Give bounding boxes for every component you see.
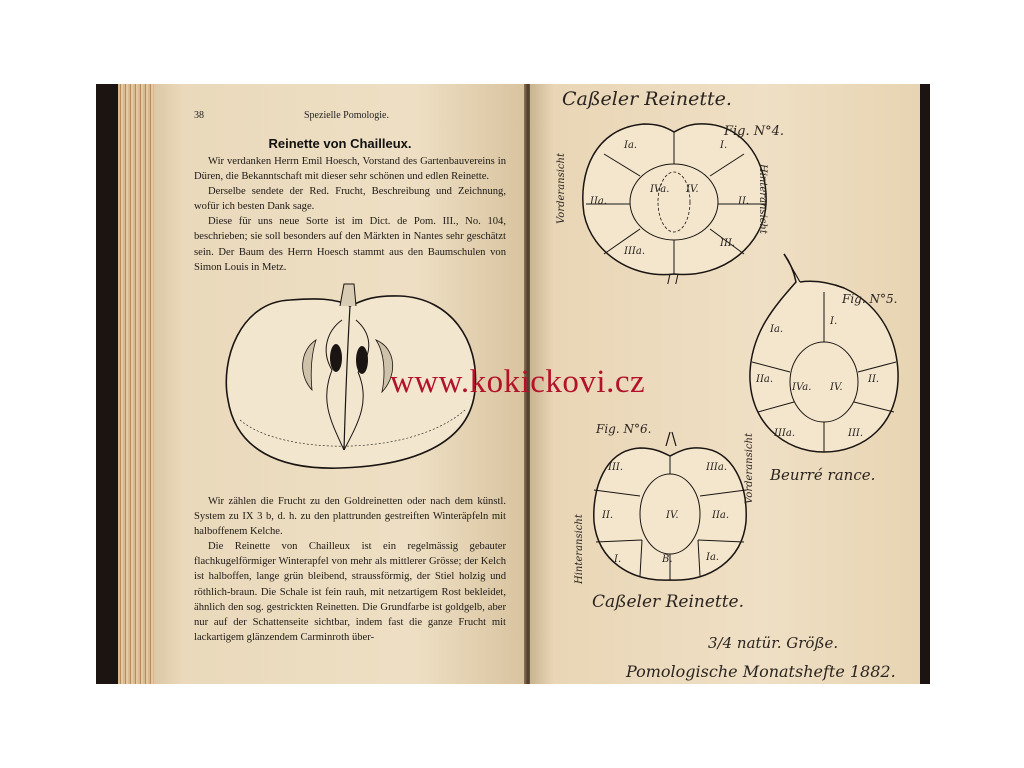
region-label: IIa. bbox=[590, 196, 608, 207]
region-label: Ia. bbox=[624, 140, 638, 151]
paragraph: Wir verdanken Herrn Emil Hoesch, Vorstand des Gartenbauvereins in Düren, die Bekanntschaft mit dieser sehr schönen und edlen Reinette. bbox=[194, 156, 506, 183]
region-label: II. bbox=[602, 510, 614, 521]
region-label: I. bbox=[830, 316, 838, 327]
region-label: IIa. bbox=[756, 374, 774, 385]
fig6-label: Fig. N°6. bbox=[596, 422, 652, 436]
region-label: II. bbox=[738, 196, 750, 207]
region-label: IV. bbox=[830, 382, 843, 393]
running-head: Spezielle Pomologie. bbox=[304, 110, 389, 121]
fig6-side-right: Vorderansicht bbox=[744, 433, 755, 504]
intro-text bbox=[194, 154, 506, 275]
page-number: 38 bbox=[194, 110, 204, 121]
fig4-side-left: Vorderansicht bbox=[556, 153, 567, 224]
paragraph: Derselbe sendete der Red. Frucht, Beschreibung und Zeichnung, wofür ich besten Dank sage. bbox=[194, 186, 506, 213]
top-caption: Caßeler Reinette. bbox=[562, 88, 732, 110]
fig5-caption: Beurré rance. bbox=[770, 466, 876, 484]
region-label: III. bbox=[848, 428, 864, 439]
paragraph: Diese für uns neue Sorte ist im Dict. de Pom. III., No. 104, beschrieben; sie soll besonders auf den Märkten in Nantes sehr geschätzt sein. Der Baum des Herrn Hoesch stammt aus den Baumschulen von Simon Louis in Metz. bbox=[194, 216, 506, 273]
paragraph: Die Reinette von Chailleux ist ein regelmässig gebauter flachkugelförmiger Winterapfel von mehr als mittlerer Grösse; der Kelch ist halboffen, lange grün bleibend, straussförmig, der Stiel holzig und röthlich-braun. Die Schale ist fein rauh, mit netzartigem Rost bekleidet, ähnlich den sog. gestrickten Reinetten. Die Grundfarbe ist goldgelb, aber nur auf der Schattenseite sichtbar, indem fast die ganze Frucht mit lackartigem glänzendem Carminroth über- bbox=[194, 541, 506, 643]
fig4-side-right: Hinteransicht bbox=[757, 164, 768, 234]
region-label: I. bbox=[614, 554, 622, 565]
description-text bbox=[194, 494, 506, 645]
region-label: IIIa. bbox=[774, 428, 795, 439]
article-title: Reinette von Chailleux. bbox=[268, 136, 412, 151]
region-label: Ia. bbox=[770, 324, 784, 335]
region-label: I. bbox=[720, 140, 728, 151]
region-label: IV. bbox=[666, 510, 679, 521]
region-label: III. bbox=[608, 462, 624, 473]
paragraph: Wir zählen die Frucht zu den Goldreinetten oder nach dem künstl. System zu IX 3 b, d. h. zu den plattrunden gestreiften Winteräpfeln mit halboffenem Kelche. bbox=[194, 496, 506, 538]
page-edges bbox=[118, 84, 158, 684]
fig4-label: Fig. N°4. bbox=[724, 124, 785, 139]
fig6-side-left: Hinteransicht bbox=[574, 514, 585, 584]
region-label: III. bbox=[720, 238, 736, 249]
fig5-pear-diagram bbox=[744, 252, 904, 462]
region-label: IV. bbox=[686, 184, 699, 195]
region-label: IIa. bbox=[712, 510, 730, 521]
region-label: IVa. bbox=[792, 382, 812, 393]
region-label: IIIa. bbox=[706, 462, 727, 473]
region-label: Ia. bbox=[706, 552, 720, 563]
scale-note: 3/4 natür. Größe. bbox=[708, 634, 839, 652]
region-label: B. bbox=[662, 554, 673, 565]
watermark: www.kokickovi.cz bbox=[390, 364, 646, 400]
bottom-caption: Caßeler Reinette. bbox=[592, 592, 745, 612]
fig5-label: Fig. N°5. bbox=[842, 292, 898, 306]
region-label: IVa. bbox=[650, 184, 670, 195]
region-label: IIIa. bbox=[624, 246, 645, 257]
region-label: II. bbox=[868, 374, 880, 385]
footer-caption: Pomologische Monatshefte 1882. bbox=[626, 662, 896, 681]
